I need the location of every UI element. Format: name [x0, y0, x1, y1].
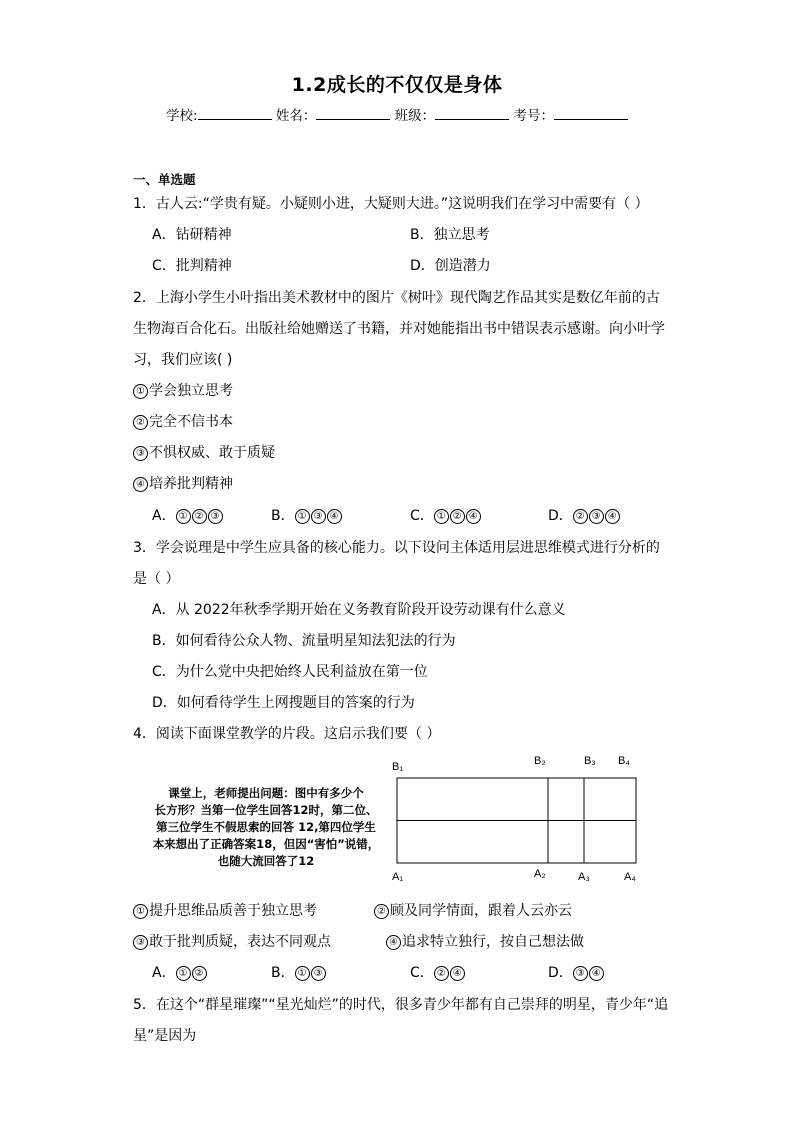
circled-number-icon: ④ — [466, 509, 481, 524]
label-b3: B₃ — [584, 755, 596, 767]
circled-number-icon: ③ — [589, 509, 604, 524]
option-letter: C． — [410, 508, 434, 524]
q4-item-2 — [374, 900, 572, 920]
circled-number-icon: ④ — [450, 966, 465, 981]
q3-stem-line: 是（ ） — [133, 571, 180, 587]
q3-option-b[interactable]: B．如何看待公众人物、流量明星知法犯法的行为 — [152, 633, 456, 649]
figure-caption-line: 也随大流回答了12 — [217, 854, 315, 868]
number-label: 考号： — [513, 108, 554, 124]
q3-option-c[interactable]: C．为什么党中央把始终人民利益放在第一位 — [152, 664, 428, 680]
q3-stem-line: 3．学会说理是中学生应具备的核心能力。以下设问主体适用层进思维模式进行分析的 — [133, 540, 660, 556]
circled-number-icon: ② — [192, 509, 207, 524]
q2-stem-line: 2．上海小学生小叶指出美术教材中的图片《树叶》现代陶艺作品其实是数亿年前的古 — [133, 290, 660, 306]
option-letter: A． — [152, 508, 176, 524]
label-b2: B₂ — [534, 755, 546, 767]
figure-caption-line: 第三位学生不假思索的回答 12,第四位学生 — [156, 820, 376, 834]
grid-diagram — [136, 755, 656, 885]
label-a2: A₂ — [534, 868, 546, 880]
q1-stem: 1．古人云:“学贵有疑。小疑则小进，大疑则大进。”这说明我们在学习中需要有（ ） — [133, 196, 649, 212]
circled-number-icon: ③ — [311, 509, 326, 524]
q4-option-c[interactable] — [410, 962, 466, 982]
q2-item-4 — [133, 473, 233, 493]
circled-number-icon: ② — [573, 509, 588, 524]
q4-option-b[interactable] — [271, 962, 327, 982]
circled-number-icon: ④ — [589, 966, 604, 981]
q2-item-text: 学会独立思考 — [149, 383, 233, 399]
circled-number-icon: ③ — [573, 966, 588, 981]
q2-option-d[interactable] — [548, 505, 621, 525]
circled-number-icon: ① — [133, 904, 148, 919]
q3-option-a[interactable]: A．从 2022年秋季学期开始在义务教育阶段开设劳动课有什么意义 — [152, 602, 566, 618]
circled-number-icon: ② — [133, 415, 148, 430]
q4-item-text: 追求特立独行，按自己想法做 — [402, 934, 584, 950]
circled-number-icon: ① — [133, 384, 148, 399]
circled-number-icon: ④ — [133, 477, 148, 492]
label-b1: B₁ — [392, 761, 404, 773]
q4-item-text: 敢于批判质疑，表达不同观点 — [149, 934, 331, 950]
figure-caption-line: 本来想出了正确答案18，但因“害怕”说错， — [152, 837, 380, 851]
q1-option-b[interactable]: B．独立思考 — [410, 227, 490, 243]
q4-item-3 — [133, 931, 331, 951]
label-a3: A₃ — [578, 871, 590, 883]
circled-number-icon: ④ — [605, 509, 620, 524]
circled-number-icon: ④ — [386, 935, 401, 950]
section-heading: 一、单选题 — [133, 172, 196, 187]
option-letter: B． — [271, 508, 295, 524]
option-letter: A． — [152, 965, 176, 981]
student-info-row — [0, 104, 794, 124]
circled-number-icon: ① — [176, 966, 191, 981]
option-letter: C． — [410, 965, 434, 981]
q4-item-4 — [386, 931, 584, 951]
q4-item-1 — [133, 900, 317, 920]
q2-option-c[interactable] — [410, 505, 482, 525]
circled-number-icon: ② — [434, 966, 449, 981]
name-label: 姓名： — [275, 108, 317, 124]
rectangle-figure — [136, 755, 656, 885]
circled-number-icon: ④ — [327, 509, 342, 524]
q4-option-a[interactable] — [152, 962, 208, 982]
label-b4: B₄ — [618, 755, 630, 767]
circled-number-icon: ① — [295, 509, 310, 524]
figure-caption-line: 课堂上，老师提出问题：图中有多少个 — [168, 786, 364, 800]
circled-number-icon: ① — [176, 509, 191, 524]
q1-option-d[interactable]: D．创造潜力 — [410, 258, 491, 274]
circled-number-icon: ① — [295, 966, 310, 981]
school-field[interactable] — [198, 105, 272, 120]
q1-option-c[interactable]: C．批判精神 — [152, 258, 232, 274]
circled-number-icon: ③ — [133, 446, 148, 461]
q2-stem-line: 习，我们应该( ) — [133, 352, 233, 368]
circled-number-icon: ② — [192, 966, 207, 981]
school-label: 学校: — [166, 108, 198, 124]
class-field[interactable] — [435, 105, 509, 120]
circled-number-icon: ① — [434, 509, 449, 524]
circled-number-icon: ③ — [311, 966, 326, 981]
label-a4: A₄ — [624, 871, 636, 883]
circled-number-icon: ② — [374, 904, 389, 919]
figure-caption-line: 长方形？当第一位学生回答12时，第二位、 — [154, 803, 378, 817]
circled-number-icon: ② — [450, 509, 465, 524]
q2-item-text: 培养批判精神 — [149, 476, 233, 492]
q2-item-text: 不惧权威、敢于质疑 — [149, 445, 275, 461]
q2-option-a[interactable] — [152, 505, 224, 525]
option-letter: D． — [548, 508, 573, 524]
q5-stem-line: 5．在这个“群星璀璨”“星光灿烂”的时代，很多青少年都有自己崇拜的明星，青少年“追 — [133, 997, 669, 1013]
q2-item-3 — [133, 442, 275, 462]
number-field[interactable] — [554, 105, 628, 120]
q2-option-b[interactable] — [271, 505, 343, 525]
option-letter: D． — [548, 965, 573, 981]
q4-stem: 4．阅读下面课堂教学的片段。这启示我们要（ ） — [133, 726, 441, 742]
circled-number-icon: ③ — [133, 935, 148, 950]
q4-option-d[interactable] — [548, 962, 605, 982]
q4-item-text: 顾及同学情面，跟着人云亦云 — [390, 903, 572, 919]
q2-item-text: 完全不信书本 — [149, 414, 233, 430]
q2-item-2 — [133, 411, 233, 431]
q5-stem-line: 星”是因为 — [133, 1028, 197, 1044]
q1-option-a[interactable]: A．钻研精神 — [152, 227, 232, 243]
q4-item-text: 提升思维品质善于独立思考 — [149, 903, 317, 919]
name-field[interactable] — [316, 105, 390, 120]
q2-item-1 — [133, 380, 233, 400]
class-label: 班级： — [394, 108, 436, 124]
q2-stem-line: 生物海百合化石。出版社给她赠送了书籍，并对她能指出书中错误表示感谢。向小叶学 — [133, 321, 665, 337]
option-letter: B． — [271, 965, 295, 981]
label-a1: A₁ — [392, 871, 404, 883]
q3-option-d[interactable]: D．如何看待学生上网搜题目的答案的行为 — [152, 695, 415, 711]
page-title: 1.2成长的不仅仅是身体 — [291, 74, 503, 96]
circled-number-icon: ③ — [208, 509, 223, 524]
